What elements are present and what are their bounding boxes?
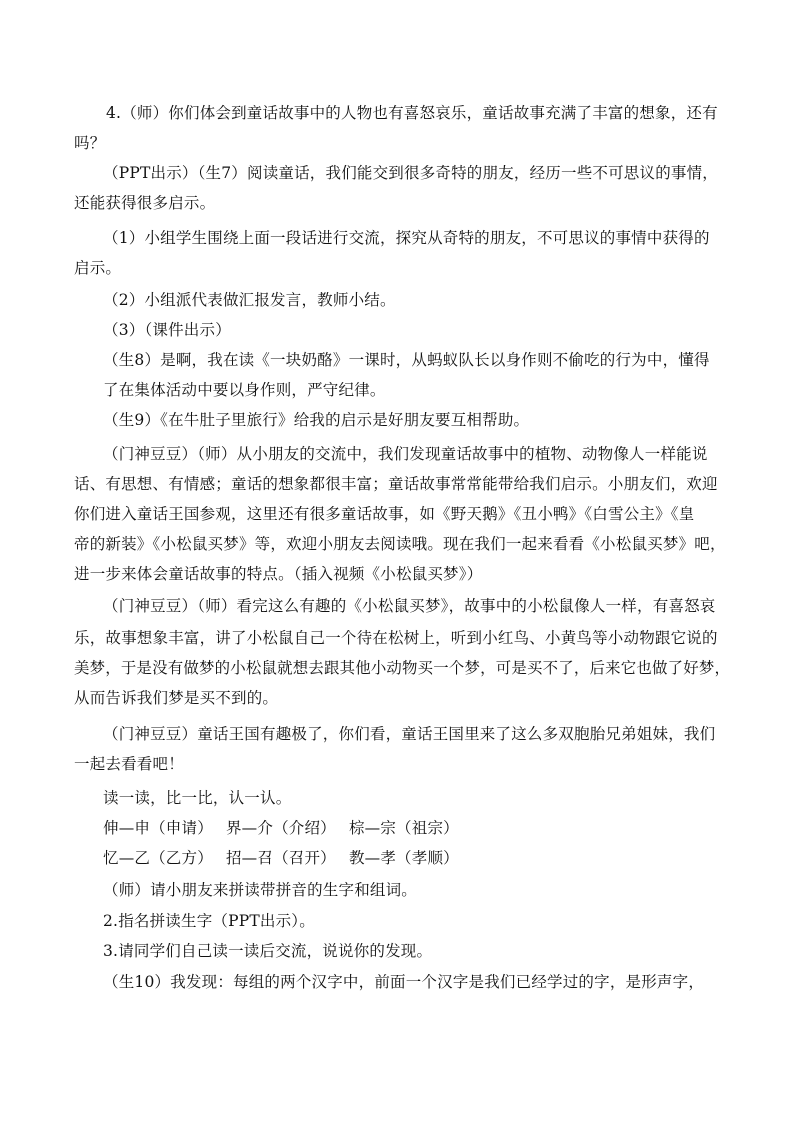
paragraph-line: 吗？ <box>74 134 106 152</box>
paragraph-line: （2）小组派代表做汇报发言，教师小结。 <box>103 291 396 309</box>
paragraph-line: 从而告诉我们梦是买不到的。 <box>74 689 279 707</box>
paragraph-line: （门神豆豆）（师）看完这么有趣的《小松鼠买梦》，故事中的小松鼠像人一样，有喜怒哀 <box>103 597 716 615</box>
paragraph-line: 3.请同学们自己读一读后交流，说说你的发现。 <box>103 942 433 960</box>
paragraph-line: 进一步来体会童话故事的特点。（插入视频《小松鼠买梦》） <box>74 565 483 583</box>
paragraph-line: （生8）是啊，我在读《一块奶酪》一课时，从蚂蚁队长以身作则不偷吃的行为中，懂得 <box>103 351 710 369</box>
paragraph-line: 启示。 <box>74 259 122 277</box>
paragraph-line: （PPT出示）（生7）阅读童话，我们能交到很多奇特的朋友，经历一些不可思议的事情， <box>103 164 719 182</box>
paragraph-line: 还能获得很多启示。 <box>74 194 216 212</box>
paragraph-line: （师）请小朋友来拼读带拼音的生字和组词。 <box>103 881 418 899</box>
paragraph-line: 4.（师）你们体会到童话故事中的人物也有喜怒哀乐，童话故事充满了丰富的想象，还有 <box>106 104 718 122</box>
character-pairs-line: 伸—申（申请） 界—介（介绍） 棕—宗（祖宗） <box>103 819 459 837</box>
paragraph-line: 你们进入童话王国参观，这里还有很多童话故事，如《野天鹅》《丑小鸭》《白雪公主》《皇 <box>74 505 695 523</box>
paragraph-line: （1）小组学生围绕上面一段话进行交流，探究从奇特的朋友，不可思议的事情中获得的 <box>103 229 710 247</box>
paragraph-line: 话、有思想、有情感；童话的想象都很丰富；童话故事常常能带给我们启示。小朋友们，欢迎 <box>74 475 718 493</box>
character-pairs-line: 忆—乙（乙方） 招—召（召开） 教—孝（孝顺） <box>103 849 459 867</box>
paragraph-line: 美梦，于是没有做梦的小松鼠就想去跟其他小动物买一个梦，可是买不了，后来它也做了好梦， <box>74 659 731 677</box>
paragraph-line: 一起去看看吧！ <box>74 755 184 773</box>
paragraph-line: （生10）我发现：每组的两个汉字中，前面一个汉字是我们已经学过的字，是形声字， <box>103 973 705 991</box>
paragraph-line: 帝的新装》《小松鼠买梦》等，欢迎小朋友去阅读哦。现在我们一起来看看《小松鼠买梦》吧， <box>74 535 726 553</box>
paragraph-line: （门神豆豆）童话王国有趣极了，你们看，童话王国里来了这么多双胞胎兄弟姐妹，我们 <box>103 725 716 743</box>
paragraph-line: 读一读，比一比，认一认。 <box>103 789 292 807</box>
paragraph-line: 了在集体活动中要以身作则，严守纪律。 <box>103 381 386 399</box>
paragraph-line: （门神豆豆）（师）从小朋友的交流中，我们发现童话故事中的植物、动物像人一样能说 <box>103 445 708 463</box>
paragraph-line: （3）（课件出示） <box>103 321 231 339</box>
paragraph-line: 乐，故事想象丰富，讲了小松鼠自己一个待在松树上，听到小红鸟、小黄鸟等小动物跟它说的 <box>74 629 718 647</box>
paragraph-line: 2.指名拼读生字（PPT出示）。 <box>103 912 315 930</box>
paragraph-line: （生9）《在牛肚子里旅行》给我的启示是好朋友要互相帮助。 <box>103 411 530 429</box>
